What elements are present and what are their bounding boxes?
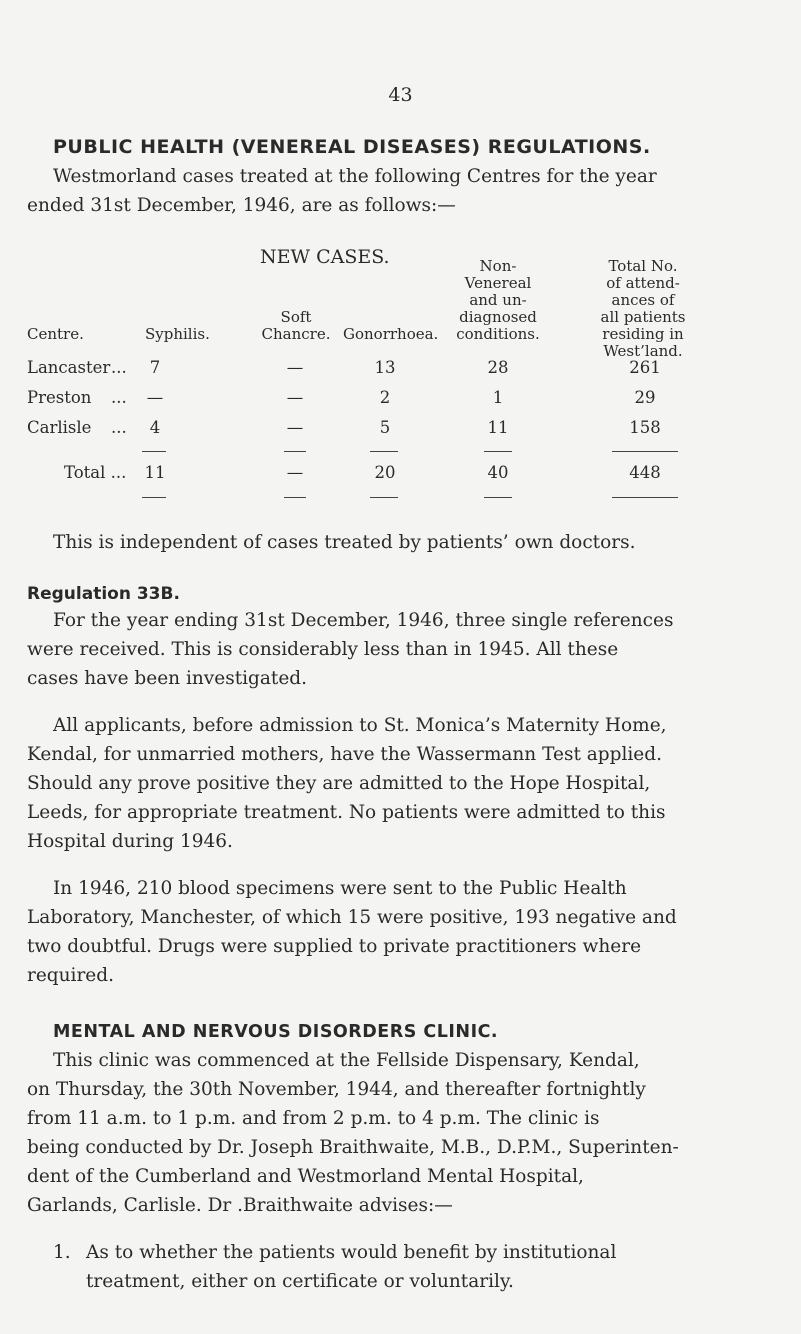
header-nv-line: conditions. bbox=[456, 325, 540, 343]
reg-p1-line: For the year ending 31st December, 1946, three single references bbox=[53, 610, 674, 631]
cell-gonorrhoea: 20 bbox=[374, 463, 396, 482]
reg-p3-line: two doubtful. Drugs were supplied to private practitioners where bbox=[27, 936, 642, 957]
cell-total: 29 bbox=[634, 388, 656, 407]
section-heading-venereal: PUBLIC HEALTH (VENEREAL DISEASES) REGULATIONS. bbox=[53, 136, 651, 158]
rule bbox=[142, 451, 166, 452]
rule bbox=[284, 451, 306, 452]
reg-p3-line: required. bbox=[27, 965, 114, 986]
rule bbox=[284, 497, 306, 498]
rule bbox=[142, 497, 166, 498]
header-total-line: all patients bbox=[600, 308, 686, 326]
intro-line-2: ended 31st December, 1946, are as follows:— bbox=[27, 195, 456, 216]
rule bbox=[612, 451, 678, 452]
reg-p2-line: Leeds, for appropriate treatment. No patients were admitted to this bbox=[27, 802, 666, 823]
cell-total-label: Total ... bbox=[64, 463, 127, 482]
cell-gonorrhoea: 13 bbox=[374, 358, 396, 377]
rule bbox=[484, 451, 512, 452]
reg-p2-line: Hospital during 1946. bbox=[27, 831, 233, 852]
cell-dots: ... bbox=[111, 358, 127, 377]
rule bbox=[612, 497, 678, 498]
rule bbox=[370, 497, 398, 498]
mental-p1-line: Garlands, Carlisle. Dr .Braithwaite advises:— bbox=[27, 1195, 453, 1216]
cell-centre: Lancaster bbox=[27, 358, 111, 377]
cell-total: 448 bbox=[629, 463, 661, 482]
reg-p2-line: Kendal, for unmarried mothers, have the Wassermann Test applied. bbox=[27, 744, 662, 765]
header-total-line: of attend- bbox=[606, 274, 680, 292]
header-nv-line: Venereal bbox=[464, 274, 532, 292]
reg-p1-line: were received. This is considerably less than in 1945. All these bbox=[27, 639, 619, 660]
cell-soft-chancre: — bbox=[286, 388, 304, 407]
page-number: 43 bbox=[388, 84, 413, 106]
intro-line-1: Westmorland cases treated at the following Centres for the year bbox=[53, 166, 657, 187]
header-total-line: Total No. bbox=[608, 257, 678, 275]
cell-gonorrhoea: 5 bbox=[379, 418, 391, 437]
reg-p2-line: Should any prove positive they are admitted to the Hope Hospital, bbox=[27, 773, 651, 794]
cell-soft-chancre: — bbox=[286, 418, 304, 437]
cell-syphilis: 4 bbox=[149, 418, 161, 437]
list-item-number: 1. bbox=[53, 1242, 71, 1263]
rule bbox=[484, 497, 512, 498]
cell-total: 261 bbox=[629, 358, 661, 377]
header-soft-chancre-line: Soft bbox=[280, 308, 312, 326]
reg-p3-line: Laboratory, Manchester, of which 15 were positive, 193 negative and bbox=[27, 907, 677, 928]
cell-soft-chancre: — bbox=[286, 358, 304, 377]
header-total bbox=[578, 258, 708, 360]
mental-p1-line: dent of the Cumberland and Westmorland Mental Hospital, bbox=[27, 1166, 584, 1187]
reg-p2-line: All applicants, before admission to St. Monica’s Maternity Home, bbox=[53, 715, 667, 736]
header-soft-chancre bbox=[256, 309, 336, 343]
header-syphilis: Syphilis. bbox=[145, 325, 210, 343]
cell-non-venereal: 1 bbox=[492, 388, 504, 407]
header-gonorrhoea: Gonorrhoea. bbox=[343, 325, 439, 343]
header-non-venereal bbox=[438, 258, 558, 343]
cell-dots: ... bbox=[111, 418, 127, 437]
header-total-line: ances of bbox=[611, 291, 675, 309]
regulation-heading: Regulation 33B. bbox=[27, 584, 180, 604]
header-soft-chancre-line: Chancre. bbox=[261, 325, 331, 343]
list-item-line: As to whether the patients would benefit by institutional bbox=[86, 1242, 617, 1263]
table-note: This is independent of cases treated by patients’ own doctors. bbox=[53, 532, 636, 553]
cell-non-venereal: 40 bbox=[487, 463, 509, 482]
mental-clinic-heading: MENTAL AND NERVOUS DISORDERS CLINIC. bbox=[53, 1022, 499, 1042]
header-nv-line: diagnosed bbox=[459, 308, 537, 326]
cell-syphilis: — bbox=[146, 388, 164, 407]
cell-non-venereal: 28 bbox=[487, 358, 509, 377]
reg-p3-line: In 1946, 210 blood specimens were sent to the Public Health bbox=[53, 878, 627, 899]
cell-dots: ... bbox=[111, 388, 127, 407]
mental-p1-line: being conducted by Dr. Joseph Braithwaite, M.B., D.P.M., Superinten- bbox=[27, 1137, 679, 1158]
reg-p1-line: cases have been investigated. bbox=[27, 668, 308, 689]
mental-p1-line: This clinic was commenced at the Fellside Dispensary, Kendal, bbox=[53, 1050, 640, 1071]
mental-p1-line: from 11 a.m. to 1 p.m. and from 2 p.m. to 4 p.m. The clinic is bbox=[27, 1108, 600, 1129]
header-nv-line: and un- bbox=[469, 291, 527, 309]
table-title: NEW CASES. bbox=[260, 246, 390, 268]
header-nv-line: Non- bbox=[479, 257, 517, 275]
mental-p1-line: on Thursday, the 30th November, 1944, and thereafter fortnightly bbox=[27, 1079, 646, 1100]
cell-soft-chancre: — bbox=[286, 463, 304, 482]
cell-gonorrhoea: 2 bbox=[379, 388, 391, 407]
cell-syphilis: 11 bbox=[144, 463, 166, 482]
header-total-line: West’land. bbox=[603, 342, 683, 360]
cell-syphilis: 7 bbox=[149, 358, 161, 377]
list-item-line: treatment, either on certificate or voluntarily. bbox=[86, 1271, 514, 1292]
cell-non-venereal: 11 bbox=[487, 418, 509, 437]
rule bbox=[370, 451, 398, 452]
header-total-line: residing in bbox=[602, 325, 684, 343]
cell-centre: Preston bbox=[27, 388, 92, 407]
header-centre: Centre. bbox=[27, 325, 84, 343]
cell-total: 158 bbox=[629, 418, 661, 437]
cell-centre: Carlisle bbox=[27, 418, 92, 437]
